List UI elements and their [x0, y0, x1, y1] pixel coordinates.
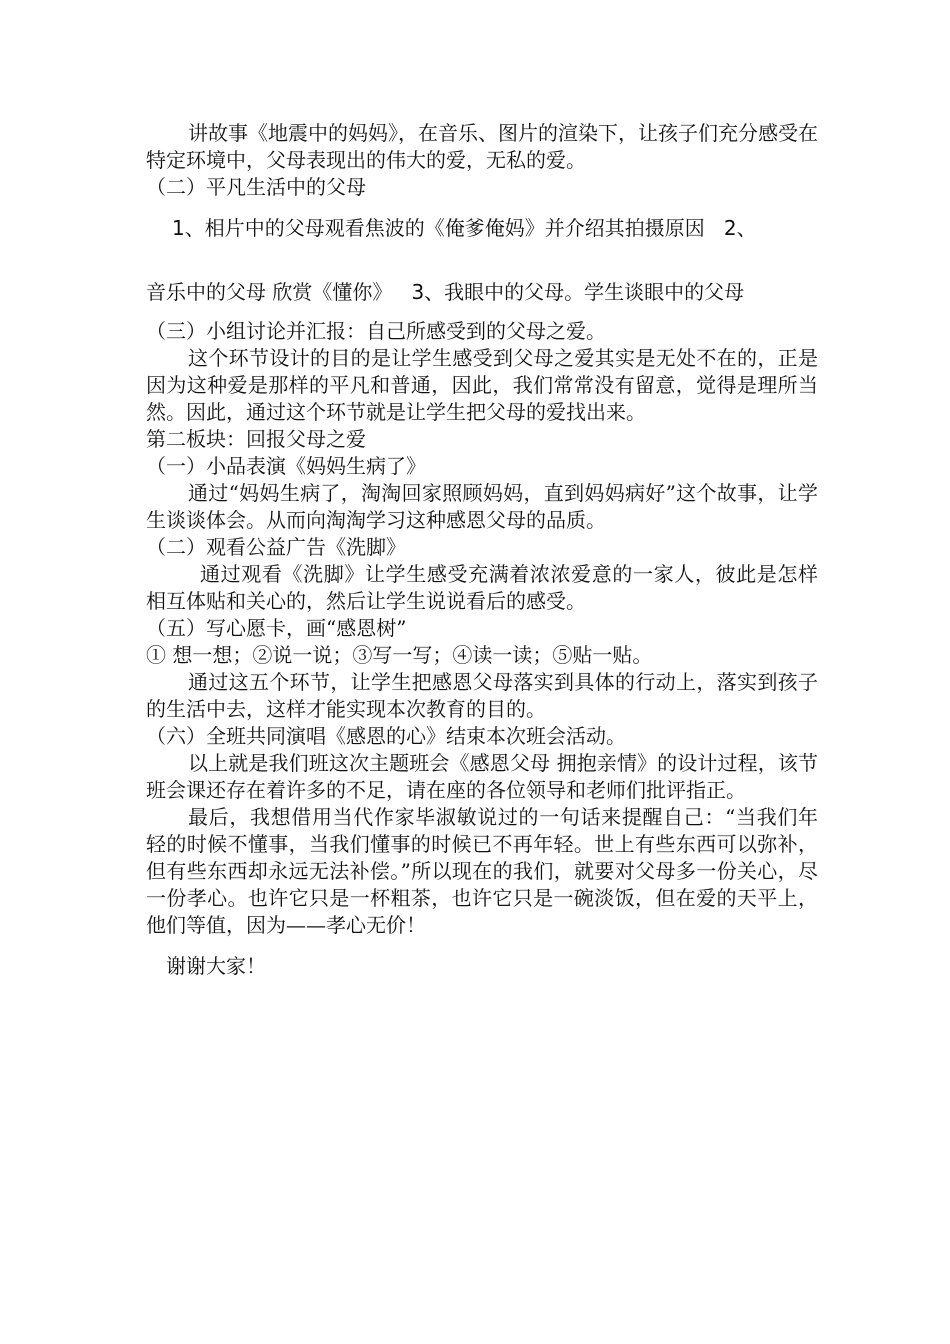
document-body — [146, 120, 818, 980]
list-text-photos: 、相片中的父母观看焦波的《俺爹俺妈》并介绍其拍摄原因 — [184, 216, 705, 240]
paragraph-purpose: 这个环节设计的目的是让学生感受到父母之爱其实是无处不在的，正是因为这种爱是那样的平凡和普通，因此，我们常常没有留意，觉得是理所当然。因此，通过这个环节就是让学生把父母的爱找出来。 — [146, 346, 818, 424]
steps-line: ① 想一想；②说一说；③写一写；④读一读；⑤贴一贴。 — [146, 643, 653, 667]
list-line-photos — [146, 215, 818, 242]
list-text-music: 音乐中的父母 欣赏《懂你》 — [146, 280, 393, 304]
paragraph-summary: 以上就是我们班这次主题班会《感恩父母 拥抱亲情》的设计过程，该节班会课还存在着许多的不足，请在座的各位领导和老师们批评指正。 — [146, 751, 818, 802]
heading-section-two: 第二板块：回报父母之爱 — [146, 427, 366, 451]
list-number-1: 1 — [172, 216, 185, 240]
heading-sing-together: （六）全班共同演唱《感恩的心》结束本次班会活动。 — [146, 724, 626, 748]
list-text-my-eyes: 、我眼中的父母。学生谈眼中的父母 — [424, 280, 745, 304]
heading-wish-card: （五）写心愿卡，画“感恩树” — [146, 616, 407, 640]
thanks-line: 谢谢大家！ — [166, 954, 266, 978]
list-number-2: 2 — [723, 216, 737, 240]
paragraph-public-ad: 通过观看《洗脚》让学生感受充满着浓浓爱意的一家人，彼此是怎样相互体贴和关心的，然后让学生说说看后的感受。 — [146, 562, 818, 613]
list-text-separator: 、 — [736, 216, 757, 240]
paragraph-story: 讲故事《地震中的妈妈》，在音乐、图片的渲染下，让孩子们充分感受在特定环境中，父母表现出的伟大的爱，无私的爱。 — [146, 121, 818, 172]
heading-group-discussion: （三）小组讨论并汇报：自己所感受到的父母之爱。 — [146, 319, 606, 343]
paragraph-sketch: 通过“妈妈生病了，淘淘回家照顾妈妈，直到妈妈病好”这个故事，让学生谈谈体会。从而向淘淘学习这种感恩父母的品质。 — [146, 481, 818, 532]
heading-ordinary-parents: （二）平凡生活中的父母 — [146, 175, 366, 199]
paragraph-five-steps: 通过这五个环节，让学生把感恩父母落实到具体的行动上，落实到孩子的生活中去，这样才能实现本次教育的目的。 — [146, 670, 818, 721]
heading-sketch: （一）小品表演《妈妈生病了》 — [146, 454, 426, 478]
heading-public-ad: （二）观看公益广告《洗脚》 — [146, 535, 406, 559]
paragraph-closing-quote: 最后，我想借用当代作家毕淑敏说过的一句话来提醒自己：“当我们年轻的时候不懂事，当我们懂事的时候已不再年轻。世上有些东西可以弥补，但有些东西却永远无法补偿。”所以现在的我们，就要对父母多一份关心，尽一份孝心。也许它只是一杯粗茶，也许它只是一碗淡饭，但在爱的天平上，他们等值，因为——孝心无价！ — [146, 805, 818, 937]
list-number-3: 3 — [411, 280, 425, 304]
list-line-music — [146, 279, 818, 306]
